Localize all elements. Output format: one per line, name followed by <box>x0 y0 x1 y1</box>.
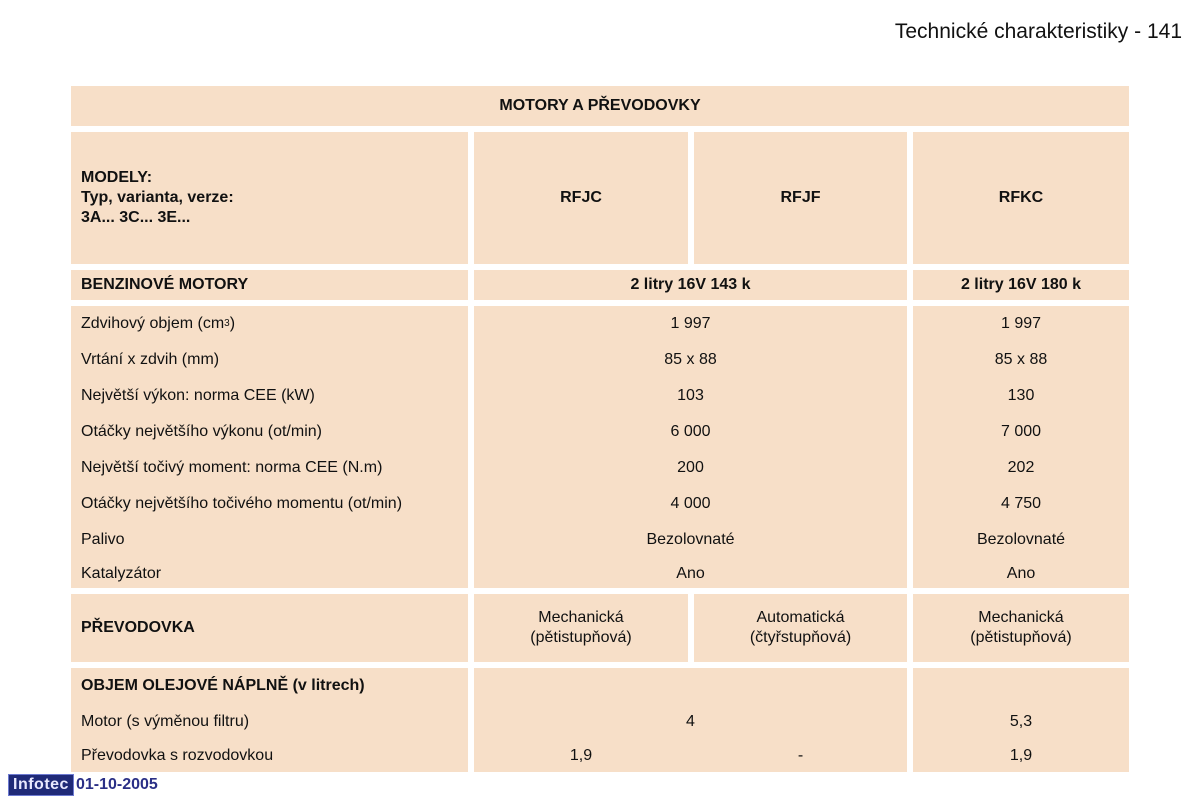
infotec-logo: Infotec <box>8 774 74 796</box>
spec-value-right: 130 <box>1007 387 1035 404</box>
engine-group-left: 2 litry 16V 143 k <box>630 276 751 293</box>
spec-value-left: 1 997 <box>670 315 711 332</box>
oil-engine-label: Motor (s výměnou filtru) <box>81 713 250 730</box>
model-code-cell <box>474 132 688 264</box>
gearbox-type: Mechanická <box>538 609 624 626</box>
spec-value-left: 200 <box>677 459 704 476</box>
model-code-cell <box>694 132 907 264</box>
footer-date: 01-10-2005 <box>75 776 158 793</box>
spec-label: Otáčky největšího točivého momentu (ot/min) <box>81 495 403 512</box>
oil-gearbox-c2: - <box>797 747 804 764</box>
models-label-cell <box>71 132 468 264</box>
gearbox-speeds: (čtyřstupňová) <box>749 629 852 646</box>
table-title <box>71 86 1129 126</box>
oil-label: OBJEM OLEJOVÉ NÁPLNĚ (v litrech) <box>81 677 365 694</box>
model-code: RFJC <box>560 189 602 206</box>
spec-label: Největší výkon: norma CEE (kW) <box>81 387 315 404</box>
model-code: RFJF <box>780 189 821 206</box>
models-label-line: Typ, varianta, verze: <box>81 189 234 206</box>
oil-gearbox-c1: 1,9 <box>569 747 593 764</box>
table-title-text: MOTORY A PŘEVODOVKY <box>499 97 701 114</box>
spec-value-left: Bezolovnaté <box>646 531 735 548</box>
spec-label-suffix: ) <box>229 315 236 332</box>
footer <box>8 774 158 796</box>
oil-engine-right: 5,3 <box>1009 713 1033 730</box>
gearbox-speeds: (pětistupňová) <box>530 629 632 646</box>
spec-value-right: 202 <box>1007 459 1035 476</box>
oil-gearbox-c3: 1,9 <box>1009 747 1033 764</box>
spec-value-right: Bezolovnaté <box>976 531 1066 548</box>
spec-value-right: Ano <box>1006 565 1036 582</box>
models-label-line: 3A... 3C... 3E... <box>81 209 191 226</box>
spec-label: Katalyzátor <box>81 565 162 582</box>
spec-value-left: 103 <box>677 387 704 404</box>
spec-value-left: 85 x 88 <box>664 351 717 368</box>
spec-value-right: 85 x 88 <box>994 351 1048 368</box>
spec-value-right: 4 750 <box>1000 495 1042 512</box>
model-code-cell <box>913 132 1129 264</box>
gearbox-cell <box>474 594 688 662</box>
spec-value-left: Ano <box>676 565 705 582</box>
spec-label: Otáčky největšího výkonu (ot/min) <box>81 423 322 440</box>
gearbox-type: Automatická <box>756 609 845 626</box>
gearbox-label: PŘEVODOVKA <box>81 619 195 636</box>
spec-label-text: Zdvihový objem (cm <box>81 315 225 332</box>
gearbox-speeds: (pětistupňová) <box>970 629 1072 646</box>
spec-value-right: 1 997 <box>1000 315 1042 332</box>
engines-label-cell <box>71 270 468 300</box>
spec-value-left: 6 000 <box>670 423 711 440</box>
engine-group-cell <box>913 270 1129 300</box>
gearbox-cell <box>913 594 1129 662</box>
spec-label: Vrtání x zdvih (mm) <box>81 351 220 368</box>
gearbox-label-cell <box>71 594 468 662</box>
gearbox-cell <box>694 594 907 662</box>
oil-gearbox-label: Převodovka s rozvodovkou <box>81 747 274 764</box>
engines-label: BENZINOVÉ MOTORY <box>81 276 249 293</box>
model-code: RFKC <box>998 189 1044 206</box>
models-label-line: MODELY: <box>81 169 153 186</box>
engine-group-cell <box>474 270 907 300</box>
spec-value-right: 7 000 <box>1000 423 1042 440</box>
spec-label: Zdvihový objem (cm 3 ) <box>81 315 236 332</box>
gearbox-type: Mechanická <box>978 609 1064 626</box>
spec-value-left: 4 000 <box>670 495 711 512</box>
page-title: Technické charakteristiky - 141 <box>894 20 1182 43</box>
spec-label: Palivo <box>81 531 125 548</box>
oil-engine-left: 4 <box>686 713 695 730</box>
engine-group-right: 2 litry 16V 180 k <box>960 276 1082 293</box>
spec-label: Největší točivý moment: norma CEE (N.m) <box>81 459 383 476</box>
